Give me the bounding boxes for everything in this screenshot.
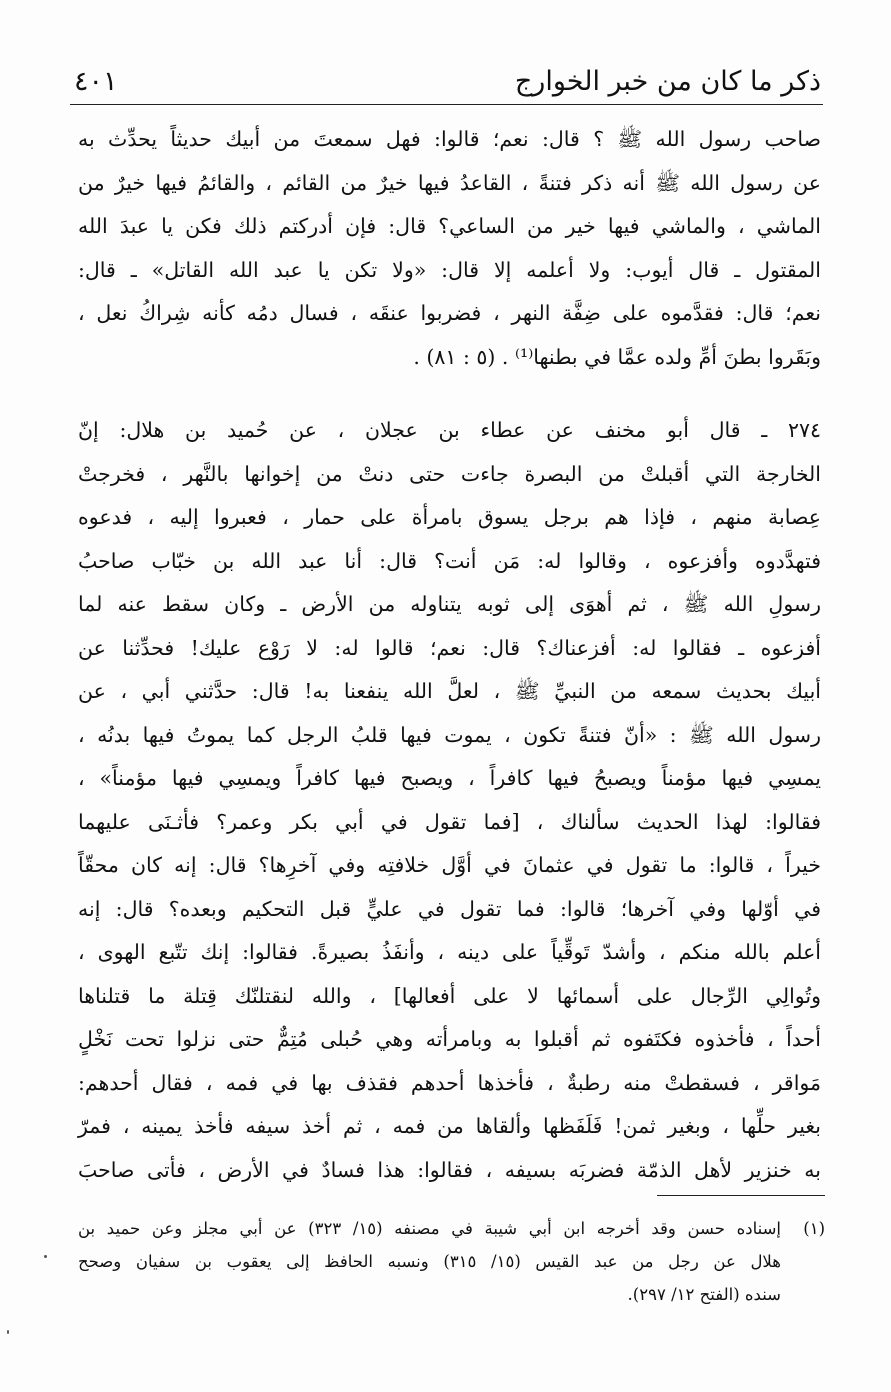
text-line: يمسِي فيها مؤمناً ويصبحُ فيها كافراً ، ويصبح فيها كافراً ويمسِي فيها مؤمناً» ،: [78, 766, 821, 790]
paragraph-continuation: [78, 118, 821, 379]
text-line: ٢٧٤ ـ قال أبو مخنف عن عطاء بن عجلان ، عن حُميد بن هلال: إنّ: [78, 418, 821, 442]
paragraph-274: [78, 409, 821, 1192]
footnotes: [78, 1212, 825, 1311]
text-line: وتُوالِي الرِّجال على أسمائها لا على أفعالها] ، والله لنقتلنّك قِتلة ما قتلناها: [78, 983, 821, 1008]
running-title: ذكر ما كان من خبر الخوارج: [514, 66, 821, 97]
page-number: ٤٠١: [74, 66, 118, 97]
text-line: مَواقر ، فسقطتْ منه رطبةٌ ، فأخذها أحدهم فقذف بها في فمه ، فقال أحدهم:: [78, 1070, 821, 1095]
text-line: رسولِ الله ﷺ ، ثم أهوَى إلى ثوبه يتناوله من الأرض ـ وكان سقط عنه لما: [78, 592, 821, 616]
text-line: صاحب رسول الله ﷺ ؟ قال: نعم؛ قالوا: فهل سمعتَ من أبيك حديثاً يحدِّث به: [78, 127, 821, 151]
paragraph-gap: [78, 379, 821, 409]
header-divider: [70, 104, 823, 105]
text-line: بغير حلِّها ، وبغير ثمن! فَلَفَظها وألقاها من فمه ، ثم أخذ سيفه فأخذ يمينه ، فمرّ: [78, 1114, 821, 1138]
text-line: في أوّلها وفي آخرها؛ قالوا: فما تقول في عليٍّ قبل التحكيم وبعده؟ قال: إنه: [78, 896, 821, 921]
scan-speck: [7, 1330, 9, 1334]
text-line: المقتول ـ قال أيوب: ولا أعلمه إلا قال: «ولا تكن يا عبد الله القاتل» ـ قال:: [78, 257, 821, 282]
text-line: الخارجة التي أقبلتْ من البصرة جاءت حتى دنتْ من إخوانها بالنَّهر ، فخرجتْ: [78, 461, 821, 486]
footnote-line: إسناده حسن وقد أخرجه ابن أبي شيبة في مصنفه (١٥/ ٣٢٣) عن أبي مجلز وعن حميد بن: [78, 1219, 782, 1238]
text-line: به خنزير لأهل الذمّة فضربَه بسيفه ، فقالوا: هذا فسادٌ في الأرض ، فأتى صاحبَ: [78, 1157, 821, 1182]
text-line: الماشي ، والماشي فيها خير من الساعي؟ قال: فإن أدركتم ذلك فكن يا عبدَ الله: [78, 214, 821, 238]
text-line: أفزعوه ـ فقالوا له: أفزعناك؟ قال: نعم؛ قالوا له: لا رَوْع عليك! فحدِّثنا عن: [78, 635, 821, 660]
text-line: أبيك بحديث سمعه من النبيِّ ﷺ ، لعلَّ الله ينفعنا به! قال: حدَّثني أبي ، عن: [78, 679, 821, 703]
text-line: أحداً ، فأخذوه فكتَفوه ثم أقبلوا به وبامرأته وهي حُبلى مُتِمٌّ حتى نزلوا تحت نَخْلٍ: [78, 1027, 821, 1051]
text-line: عِصابة منهم ، فإذا هم برجل يسوق بامرأة على حمار ، فعبروا إليه ، فدعوه: [78, 505, 821, 529]
scan-speck: [44, 1255, 47, 1258]
text-line: رسول الله ﷺ : «أنّ فتنةً تكون ، يموت فيها قلبُ الرجل كما يموتُ فيها بدنُه ،: [78, 722, 821, 747]
text-line: فتهدَّدوه وأفزعوه ، وقالوا له: مَن أنت؟ قال: أنا عبد الله بن خبّاب صاحبُ: [78, 548, 821, 573]
footnote-line: سنده (الفتح ١٢/ ٢٩٧).: [627, 1285, 781, 1304]
text-line: خيراً ، قالوا: ما تقول في عثمانَ في أوَّل خلافتِه وفي آخرِها؟ قال: إنه كان محقّاً: [78, 853, 821, 877]
text-line: فقالوا: لهذا الحديث سألناك ، [فما تقول في أبي بكر وعمر؟ فأثـنَى عليهما: [78, 809, 821, 834]
main-text: [78, 118, 821, 1192]
footnote-marker: (١): [803, 1219, 825, 1238]
footnote-1: [78, 1212, 825, 1311]
text-line: أعلم بالله منكم ، وأشدّ تَوقِّياً على دينه ، وأنفَذُ بصيرةً. فقالوا: إنك تتّبع الهوى ،: [78, 940, 821, 964]
footnote-text: [78, 1212, 781, 1311]
footnote-line: هلال عن رجل من عبد القيس (١٥/ ٣١٥) ونسبه الحافظ إلى يعقوب بن سفيان وصحح: [78, 1252, 781, 1271]
text-line: نعم؛ قال: فقدَّموه على ضِفَّة النهر ، فضربوا عنقَه ، فسال دمُه كأنه شِراكُ نعل ،: [78, 301, 821, 325]
text-line: وبَقَروا بطنَ أمِّ ولده عمَّا في بطنها⁽¹⁾ . (٥ : ٨١) .: [413, 344, 821, 369]
text-line: عن رسول الله ﷺ أنه ذكر فتنةً ، القاعدُ فيها خيرٌ من القائم ، والقائمُ فيها خيرٌ من: [78, 170, 821, 195]
page-header: [70, 62, 821, 102]
footnote-divider: [657, 1195, 825, 1196]
